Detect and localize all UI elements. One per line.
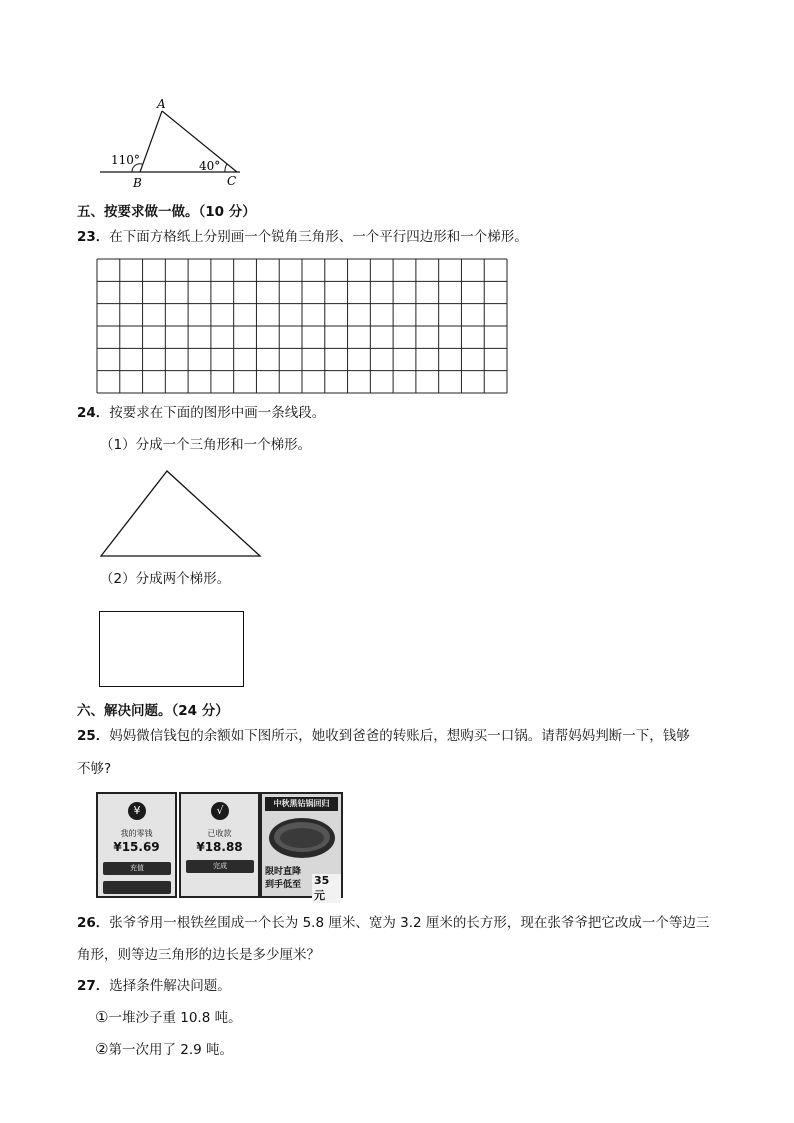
promo-line-2: 到手低至 [265, 880, 302, 890]
received-screenshot [179, 792, 260, 898]
angle-c-arc [225, 164, 227, 172]
received-label: 已收款 [207, 829, 232, 838]
label-b: B [133, 176, 142, 190]
question-number: 26． [77, 915, 110, 931]
question-24-part-1: （1）分成一个三角形和一个梯形。 [100, 437, 312, 453]
question-number: 24． [77, 405, 110, 421]
condition-2 [95, 1040, 233, 1059]
question-24 [77, 404, 325, 422]
yuan-icon: ¥ [128, 802, 146, 820]
circled-1-marker: ① [95, 1008, 109, 1026]
label-c: C [227, 174, 237, 188]
question-text: 在下面方格纸上分别画一个锐角三角形、一个平行四边形和一个梯形。 [109, 229, 528, 245]
triangle-angle-figure [95, 94, 255, 194]
product-price: 35元 [312, 874, 341, 903]
condition-1 [95, 1008, 242, 1027]
question-27 [77, 977, 231, 995]
question-number: 25． [77, 728, 110, 744]
question-26 [77, 914, 709, 932]
question-text: 张爷爷用一根铁丝围成一个长为 5.8 厘米、宽为 3.2 厘米的长方形，现在张爷爷把它改成一个等边三 [109, 915, 710, 931]
angle-b-value: 110° [111, 153, 140, 167]
condition-1-text: 一堆沙子重 10.8 吨。 [108, 1010, 242, 1026]
withdraw-button [103, 881, 171, 894]
side-ab [140, 111, 162, 172]
question-24-part-2: （2）分成两个梯形。 [100, 571, 231, 587]
label-a: A [157, 97, 166, 111]
question-25-line-2: 不够? [77, 761, 112, 777]
recharge-button: 充值 [103, 862, 171, 875]
triangle-shape [98, 468, 264, 560]
product-banner: 中秋黑钻锅回归 [265, 797, 338, 811]
check-icon: √ [211, 802, 229, 820]
question-26-line-2: 角形，则等边三角形的边长是多少厘米？ [77, 947, 320, 963]
question-number: 27． [77, 978, 110, 994]
wallet-amount: ¥15.69 [113, 840, 160, 854]
question-number: 23． [77, 229, 110, 245]
received-amount: ¥18.88 [196, 840, 243, 854]
product-ad-screenshot [260, 792, 343, 902]
wallet-screenshot [96, 792, 177, 898]
question-text: 选择条件解决问题。 [109, 978, 231, 994]
grid-paper [96, 258, 508, 394]
promo-line-1: 限时直降 [265, 867, 302, 877]
wallet-label: 我的零钱 [120, 829, 153, 838]
condition-2-text: 第一次用了 2.9 吨。 [108, 1042, 234, 1058]
rectangle-shape [99, 611, 244, 687]
pan-icon [266, 814, 338, 862]
done-button: 完成 [186, 860, 254, 873]
section-6-heading: 六、解决问题。（24 分） [77, 703, 229, 719]
section-5-heading: 五、按要求做一做。（10 分） [77, 204, 256, 220]
question-25 [77, 727, 690, 745]
question-23 [77, 228, 528, 246]
question-text: 按要求在下面的图形中画一条线段。 [109, 405, 326, 421]
angle-c-value: 40° [199, 159, 221, 173]
circled-2-marker: ② [95, 1040, 109, 1058]
question-text: 妈妈微信钱包的余额如下图所示，她收到爸爸的转账后，想购买一口锅。请帮妈妈判断一下，钱够 [109, 728, 690, 744]
